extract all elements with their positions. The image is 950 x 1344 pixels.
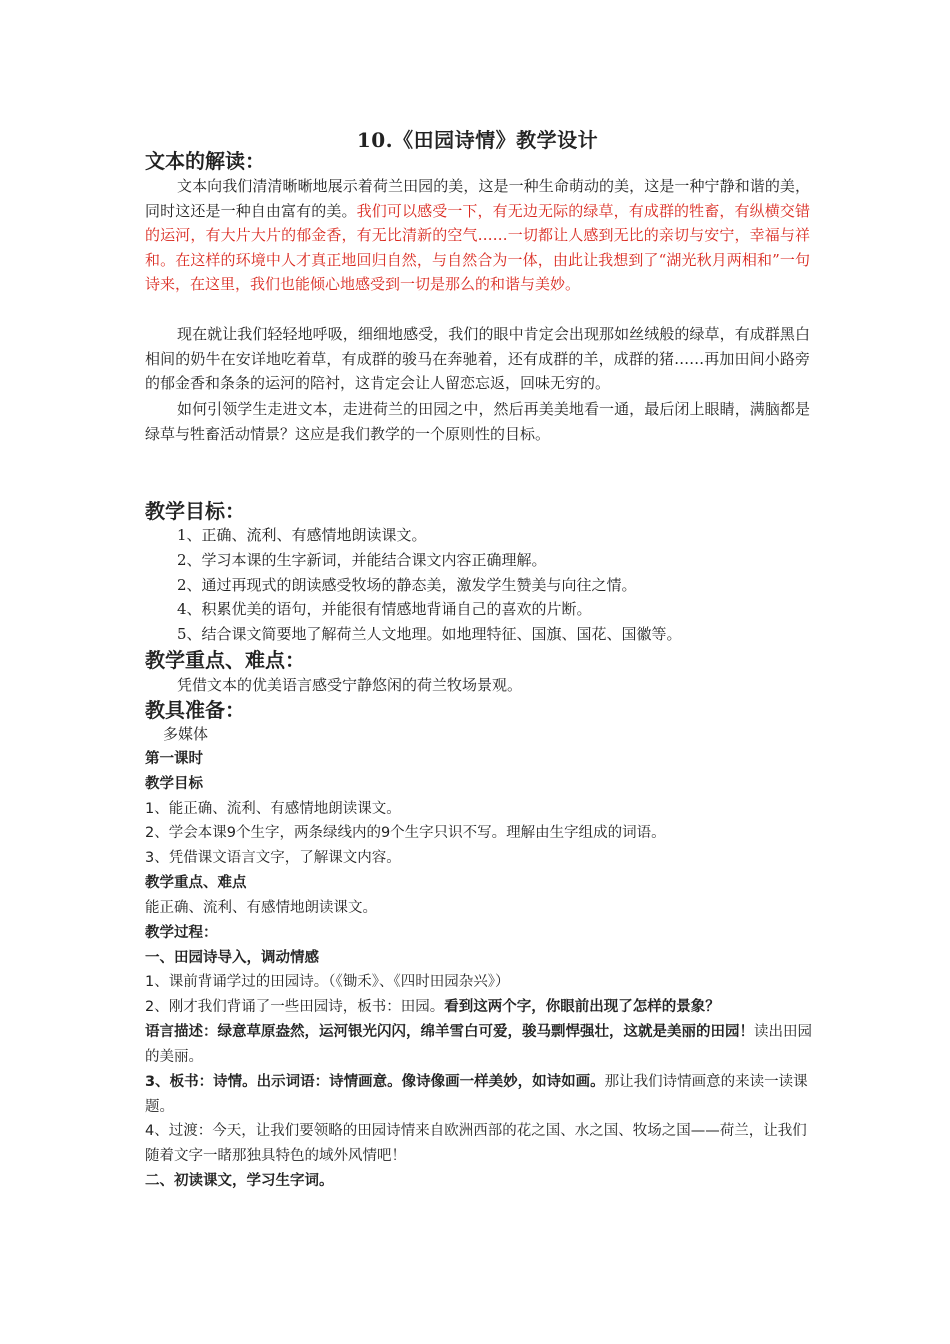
paragraph-reading-2: 现在就让我们轻轻地呼吸，细细地感受，我们的眼中肯定会出现那如丝绒般的绿草，有成群黑白相间的奶牛在安详地吃着草，有成群的骏马在奔驰着，还有成群的羊，成群的猪……再加田间小路旁的郁金香和条条的运河的陪衬，这肯定会让人留恋忘返，回味无穷的。	[145, 325, 810, 393]
step1-item-3-normal: 读出田园的美丽。	[145, 1024, 812, 1065]
step1-item-4	[145, 1070, 815, 1119]
section-heading-teaching-aids: 教具准备：	[145, 698, 245, 722]
lesson-goal-heading: 教学目标	[145, 776, 203, 792]
lesson-goal-1: 1、能正确、流利、有感情地朗读课文。	[145, 801, 401, 817]
goal-item-1: 1、正确、流利、有感情地朗读课文。	[177, 526, 427, 544]
step1-item-3-bold: 语言描述：绿意草原盎然，运河银光闪闪，绵羊雪白可爱，骏马剽悍强壮，这就是美丽的田园！	[145, 1024, 754, 1040]
step1-item-2-normal: 2、刚才我们背诵了一些田园诗，板书：田园。	[145, 999, 445, 1015]
lesson-key-text: 能正确、流利、有感情地朗读课文。	[145, 900, 377, 916]
step1-item-2-bold: 看到这两个字，你眼前出现了怎样的景象？	[444, 999, 720, 1015]
step1-item-4-normal: 那让我们诗情画意的来读一读课题。	[145, 1074, 808, 1115]
lesson-goal-2: 2、学会本课9个生字，两条绿线内的9个生字只识不写。理解由生字组成的词语。	[145, 825, 666, 841]
paragraph-reading-1-red: 我们可以感受一下，有无边无际的绿草，有成群的牲畜，有纵横交错的运河，有大片大片的郁金香，有无比清新的空气……一切都让人感到无比的亲切与安宁，幸福与祥和。在这样的环境中人才真正地回归自然，与自然合为一体，由此让我想到了“湖光秋月两相和”一句诗来，在这里，我们也能倾心地感受到一切是那么的和谐与美妙。	[145, 201, 810, 294]
step1-item-4-bold: 3、板书：诗情。出示词语：诗情画意。像诗像画一样美妙，如诗如画。	[145, 1074, 605, 1090]
section-heading-teaching-goals: 教学目标：	[145, 499, 245, 523]
paragraph-reading-1-black: 文本向我们清清晰晰地展示着荷兰田园的美，这是一种生命萌动的美，这是一种宁静和谐的美，同时这还是一种自由富有的美。	[145, 177, 810, 220]
paragraph-reading-1	[145, 174, 810, 297]
goal-item-3: 2、通过再现式的朗读感受牧场的静态美，激发学生赞美与向往之情。	[177, 576, 637, 594]
step1-item-2	[145, 995, 720, 1019]
section-heading-text-reading: 文本的解读：	[145, 149, 265, 173]
key-points-text: 凭借文本的优美语言感受宁静悠闲的荷兰牧场景观。	[177, 676, 523, 694]
lesson-process-heading: 教学过程：	[145, 925, 218, 941]
lesson-period: 第一课时	[145, 751, 203, 767]
paragraph-reading-3: 如何引领学生走进文本，走进荷兰的田园之中，然后再美美地看一通，最后闭上眼睛，满脑都是绿草与牲畜活动情景？这应是我们教学的一个原则性的目标。	[145, 400, 810, 443]
step1-heading: 一、田园诗导入，调动情感	[145, 950, 319, 966]
lesson-key-heading: 教学重点、难点	[145, 875, 247, 891]
step2-heading: 二、初读课文，学习生字词。	[145, 1173, 334, 1189]
section-heading-key-points: 教学重点、难点：	[145, 648, 305, 672]
teaching-aids-text: 多媒体	[163, 725, 209, 743]
goal-item-2: 2、学习本课的生字新词，并能结合课文内容正确理解。	[177, 551, 547, 569]
step1-item-3	[145, 1020, 815, 1069]
step1-item-5: 4、过渡：今天，让我们要领略的田园诗情来自欧洲西部的花之国、水之国、牧场之国——荷兰，让我们随着文字一睹那独具特色的域外风情吧！	[145, 1123, 807, 1164]
goal-item-5: 5、结合课文简要地了解荷兰人文地理。如地理特征、国旗、国花、国徽等。	[177, 625, 682, 643]
goal-item-4: 4、积累优美的语句，并能很有情感地背诵自己的喜欢的片断。	[177, 600, 592, 618]
document-title: 10.《田园诗情》教学设计	[356, 128, 599, 152]
step1-item-1: 1、课前背诵学过的田园诗。（《锄禾》、《四时田园杂兴》）	[145, 974, 510, 990]
lesson-goal-3: 3、凭借课文语言文字，了解课文内容。	[145, 850, 401, 866]
